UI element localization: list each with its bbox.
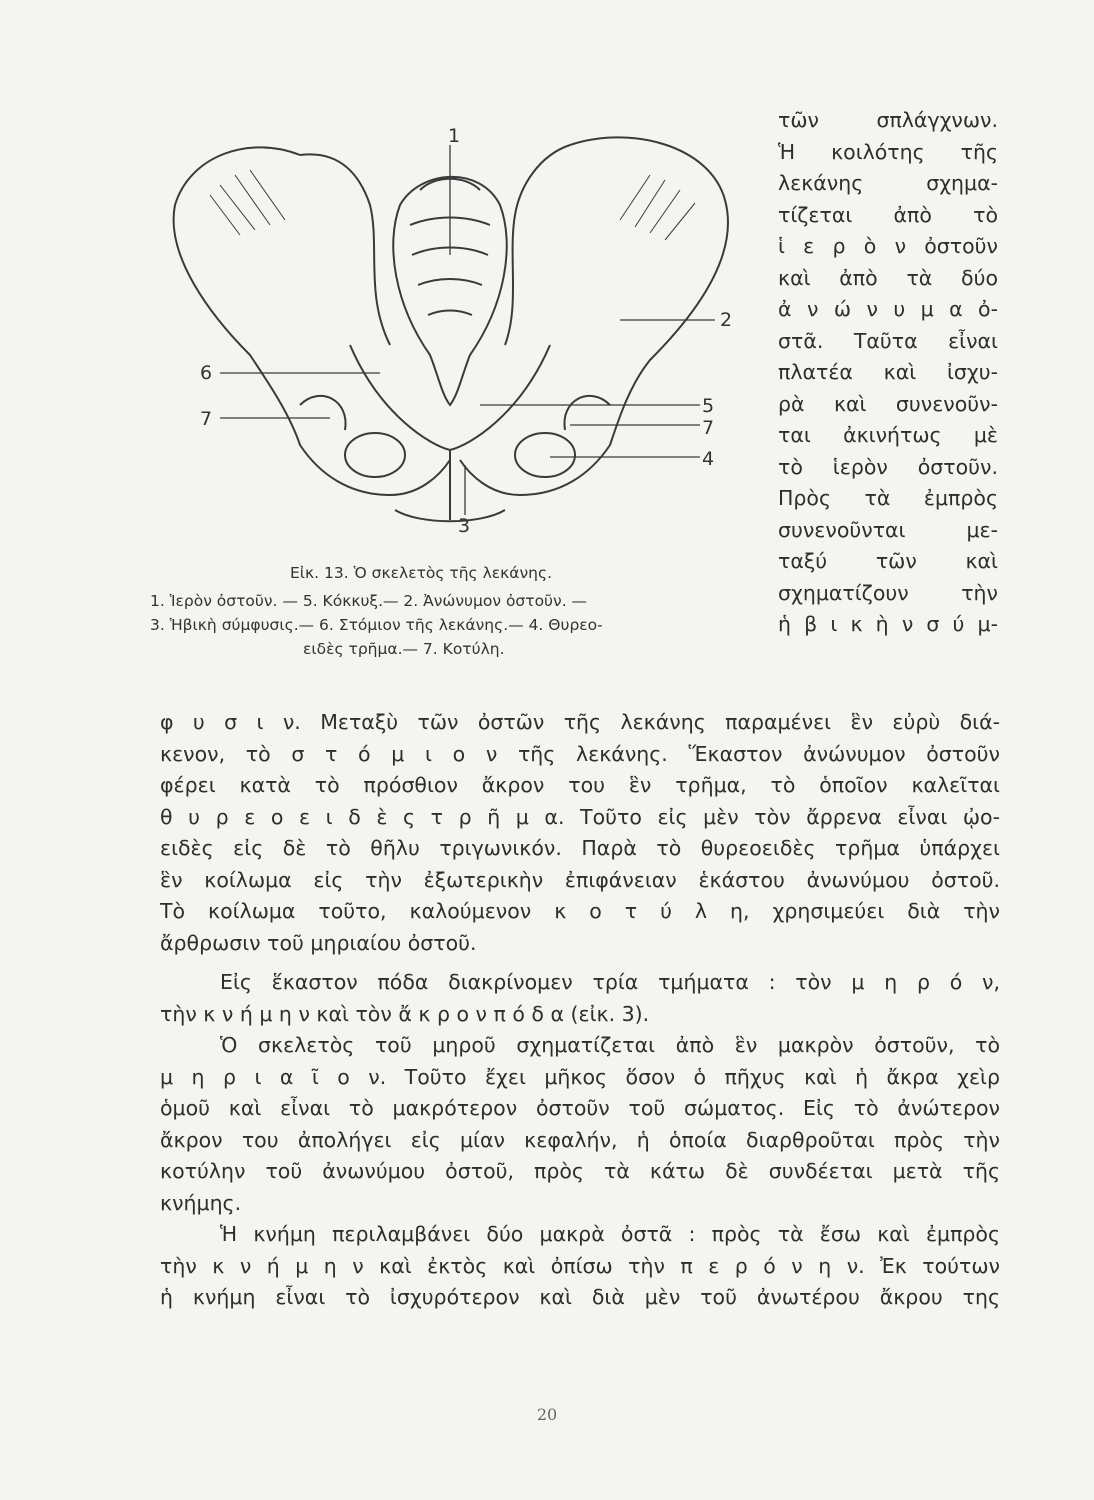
text-line: τῶν σπλάγχνων. bbox=[778, 108, 998, 132]
text-line: μ η ρ ι α ῖ ο ν. Τοῦτο ἔχει μῆκος ὅσον ὁ πῆχυς καὶ ἡ ἄκρα χεὶρ bbox=[160, 1064, 1000, 1089]
callout-label: 4 bbox=[702, 448, 715, 470]
callout-label: 2 bbox=[720, 309, 733, 331]
paragraph bbox=[160, 707, 1000, 959]
paragraph bbox=[160, 1030, 1000, 1219]
callout-label: 1 bbox=[448, 125, 461, 147]
text-line: ἡ β ι κ ὴ ν σ ύ μ- bbox=[778, 612, 998, 636]
paragraph bbox=[160, 967, 1000, 1030]
text-line: ἱ ε ρ ὸ ν ὀστοῦν bbox=[778, 234, 998, 258]
text-line: κοτύλην τοῦ ἀνωνύμου ὀστοῦ, πρὸς τὰ κάτω δὲ συνδέεται μετὰ τῆς bbox=[160, 1159, 1000, 1183]
text-line: ὁμοῦ καὶ εἶναι τὸ μακρότερον ὀστοῦν τοῦ σώματος. Εἰς τὸ ἀνώτερον bbox=[160, 1096, 1000, 1120]
callout-label: 5 bbox=[702, 395, 715, 417]
text-line: κνήμης. bbox=[160, 1190, 242, 1215]
text-line: συνενοῦνται με- bbox=[778, 517, 998, 542]
paragraph bbox=[160, 1219, 1000, 1314]
pelvis-illustration bbox=[150, 115, 750, 555]
callout-label: 6 bbox=[200, 362, 213, 384]
text-line: κενον, τὸ σ τ ό μ ι ο ν τῆς λεκάνης. Ἕκαστον ἀνώνυμον ὀστοῦν bbox=[160, 741, 1000, 766]
text-line: καὶ ἀπὸ τὰ δύο bbox=[778, 265, 998, 290]
text-line: πλατέα καὶ ἰσχυ- bbox=[778, 360, 998, 384]
text-line: τὴν κ ν ή μ η ν καὶ ἐκτὸς καὶ ὀπίσω τὴν π ε ρ ό ν η ν. Ἐκ τούτων bbox=[160, 1253, 1000, 1278]
callout-label: 7 bbox=[200, 408, 213, 430]
text-line: τίζεται ἀπὸ τὸ bbox=[778, 202, 998, 227]
text-line: λεκάνης σχημα- bbox=[778, 171, 998, 195]
pelvis-figure bbox=[150, 115, 750, 555]
text-line: στᾶ. Ταῦτα εἶναι bbox=[778, 328, 998, 353]
page-number: 20 bbox=[536, 1405, 558, 1424]
text-line: φέρει κατὰ τὸ πρόσθιον ἄκρον του ἓν τρῆμα, τὸ ὁποῖον καλεῖται bbox=[160, 773, 1000, 797]
text-line: σχηματίζουν τὴν bbox=[778, 580, 998, 605]
callout-label: 3 bbox=[458, 515, 471, 537]
text-line: ἄρθρωσιν τοῦ μηριαίου ὀστοῦ. bbox=[160, 930, 477, 955]
caption-line: 1. Ἱερὸν ὀστοῦν. — 5. Κόκκυξ.— 2. Ἀνώνυμον ὀστοῦν. — bbox=[150, 592, 588, 610]
text-line: ἓν κοίλωμα εἰς τὴν ἐξωτερικὴν ἐπιφάνειαν ἑκάστου ἀνωνύμου ὀστοῦ. bbox=[160, 867, 1000, 892]
text-line: Ἡ κοιλότης τῆς bbox=[778, 139, 998, 164]
caption-line: ειδὲς τρῆμα.— 7. Κοτύλη. bbox=[303, 640, 505, 658]
text-line: ται ἀκινήτως μὲ bbox=[778, 423, 998, 447]
text-line: τὴν κ ν ή μ η ν καὶ τὸν ἄ κ ρ ο ν π ό δ α (εἰκ. 3). bbox=[160, 1001, 650, 1026]
text-line: ἡ κνήμη εἶναι τὸ ἰσχυρότερον καὶ διὰ μὲν τοῦ ἀνωτέρου ἄκρου της bbox=[160, 1285, 1000, 1309]
caption-title: Εἰκ. 13. Ὁ σκελετὸς τῆς λεκάνης. bbox=[290, 564, 552, 582]
text-line: ἄκρον του ἀπολήγει εἰς μίαν κεφαλήν, ἡ ὁποία διαρθροῦται πρὸς τὴν bbox=[160, 1127, 1000, 1152]
side-column-text bbox=[778, 105, 998, 641]
text-line: Ἡ κνήμη περιλαμβάνει δύο μακρὰ ὀστᾶ : πρὸς τὰ ἔσω καὶ ἐμπρὸς bbox=[220, 1222, 1000, 1246]
text-line: ειδὲς εἰς δὲ τὸ θῆλυ τριγωνικόν. Παρὰ τὸ θυρεοειδὲς τρῆμα ὑπάρχει bbox=[160, 836, 1000, 860]
text-line: ρὰ καὶ συνενοῦν- bbox=[778, 391, 998, 416]
text-line: τὸ ἱερὸν ὀστοῦν. bbox=[778, 454, 998, 479]
text-line: θ υ ρ ε ο ε ι δ ὲ ς τ ρ ῆ μ α. Τοῦτο εἰς μὲν τὸν ἄρρενα εἶναι ᾠο- bbox=[160, 804, 1000, 829]
callout-label: 7 bbox=[702, 417, 715, 439]
text-line: Τὸ κοίλωμα τοῦτο, καλούμενον κ ο τ ύ λ η, χρησιμεύει διὰ τὴν bbox=[160, 899, 1000, 923]
text-line: Ὁ σκελετὸς τοῦ μηροῦ σχηματίζεται ἀπὸ ἓν μακρὸν ὀστοῦν, τὸ bbox=[220, 1033, 1000, 1057]
text-line: Πρὸς τὰ ἐμπρὸς bbox=[778, 486, 998, 510]
text-line: ταξύ τῶν καὶ bbox=[778, 549, 998, 573]
caption-line: 3. Ἡβικὴ σύμφυσις.— 6. Στόμιον τῆς λεκάνης.— 4. Θυρεο- bbox=[150, 616, 603, 634]
text-line: Εἰς ἕκαστον πόδα διακρίνομεν τρία τμήματα : τὸν μ η ρ ό ν, bbox=[220, 970, 1000, 994]
text-line: ἀ ν ώ ν υ μ α ὀ- bbox=[778, 297, 998, 321]
text-line: φ υ σ ι ν. Μεταξὺ τῶν ὀστῶν τῆς λεκάνης παραμένει ἓν εὐρὺ διά- bbox=[160, 710, 1000, 734]
body-text bbox=[160, 707, 1000, 1314]
